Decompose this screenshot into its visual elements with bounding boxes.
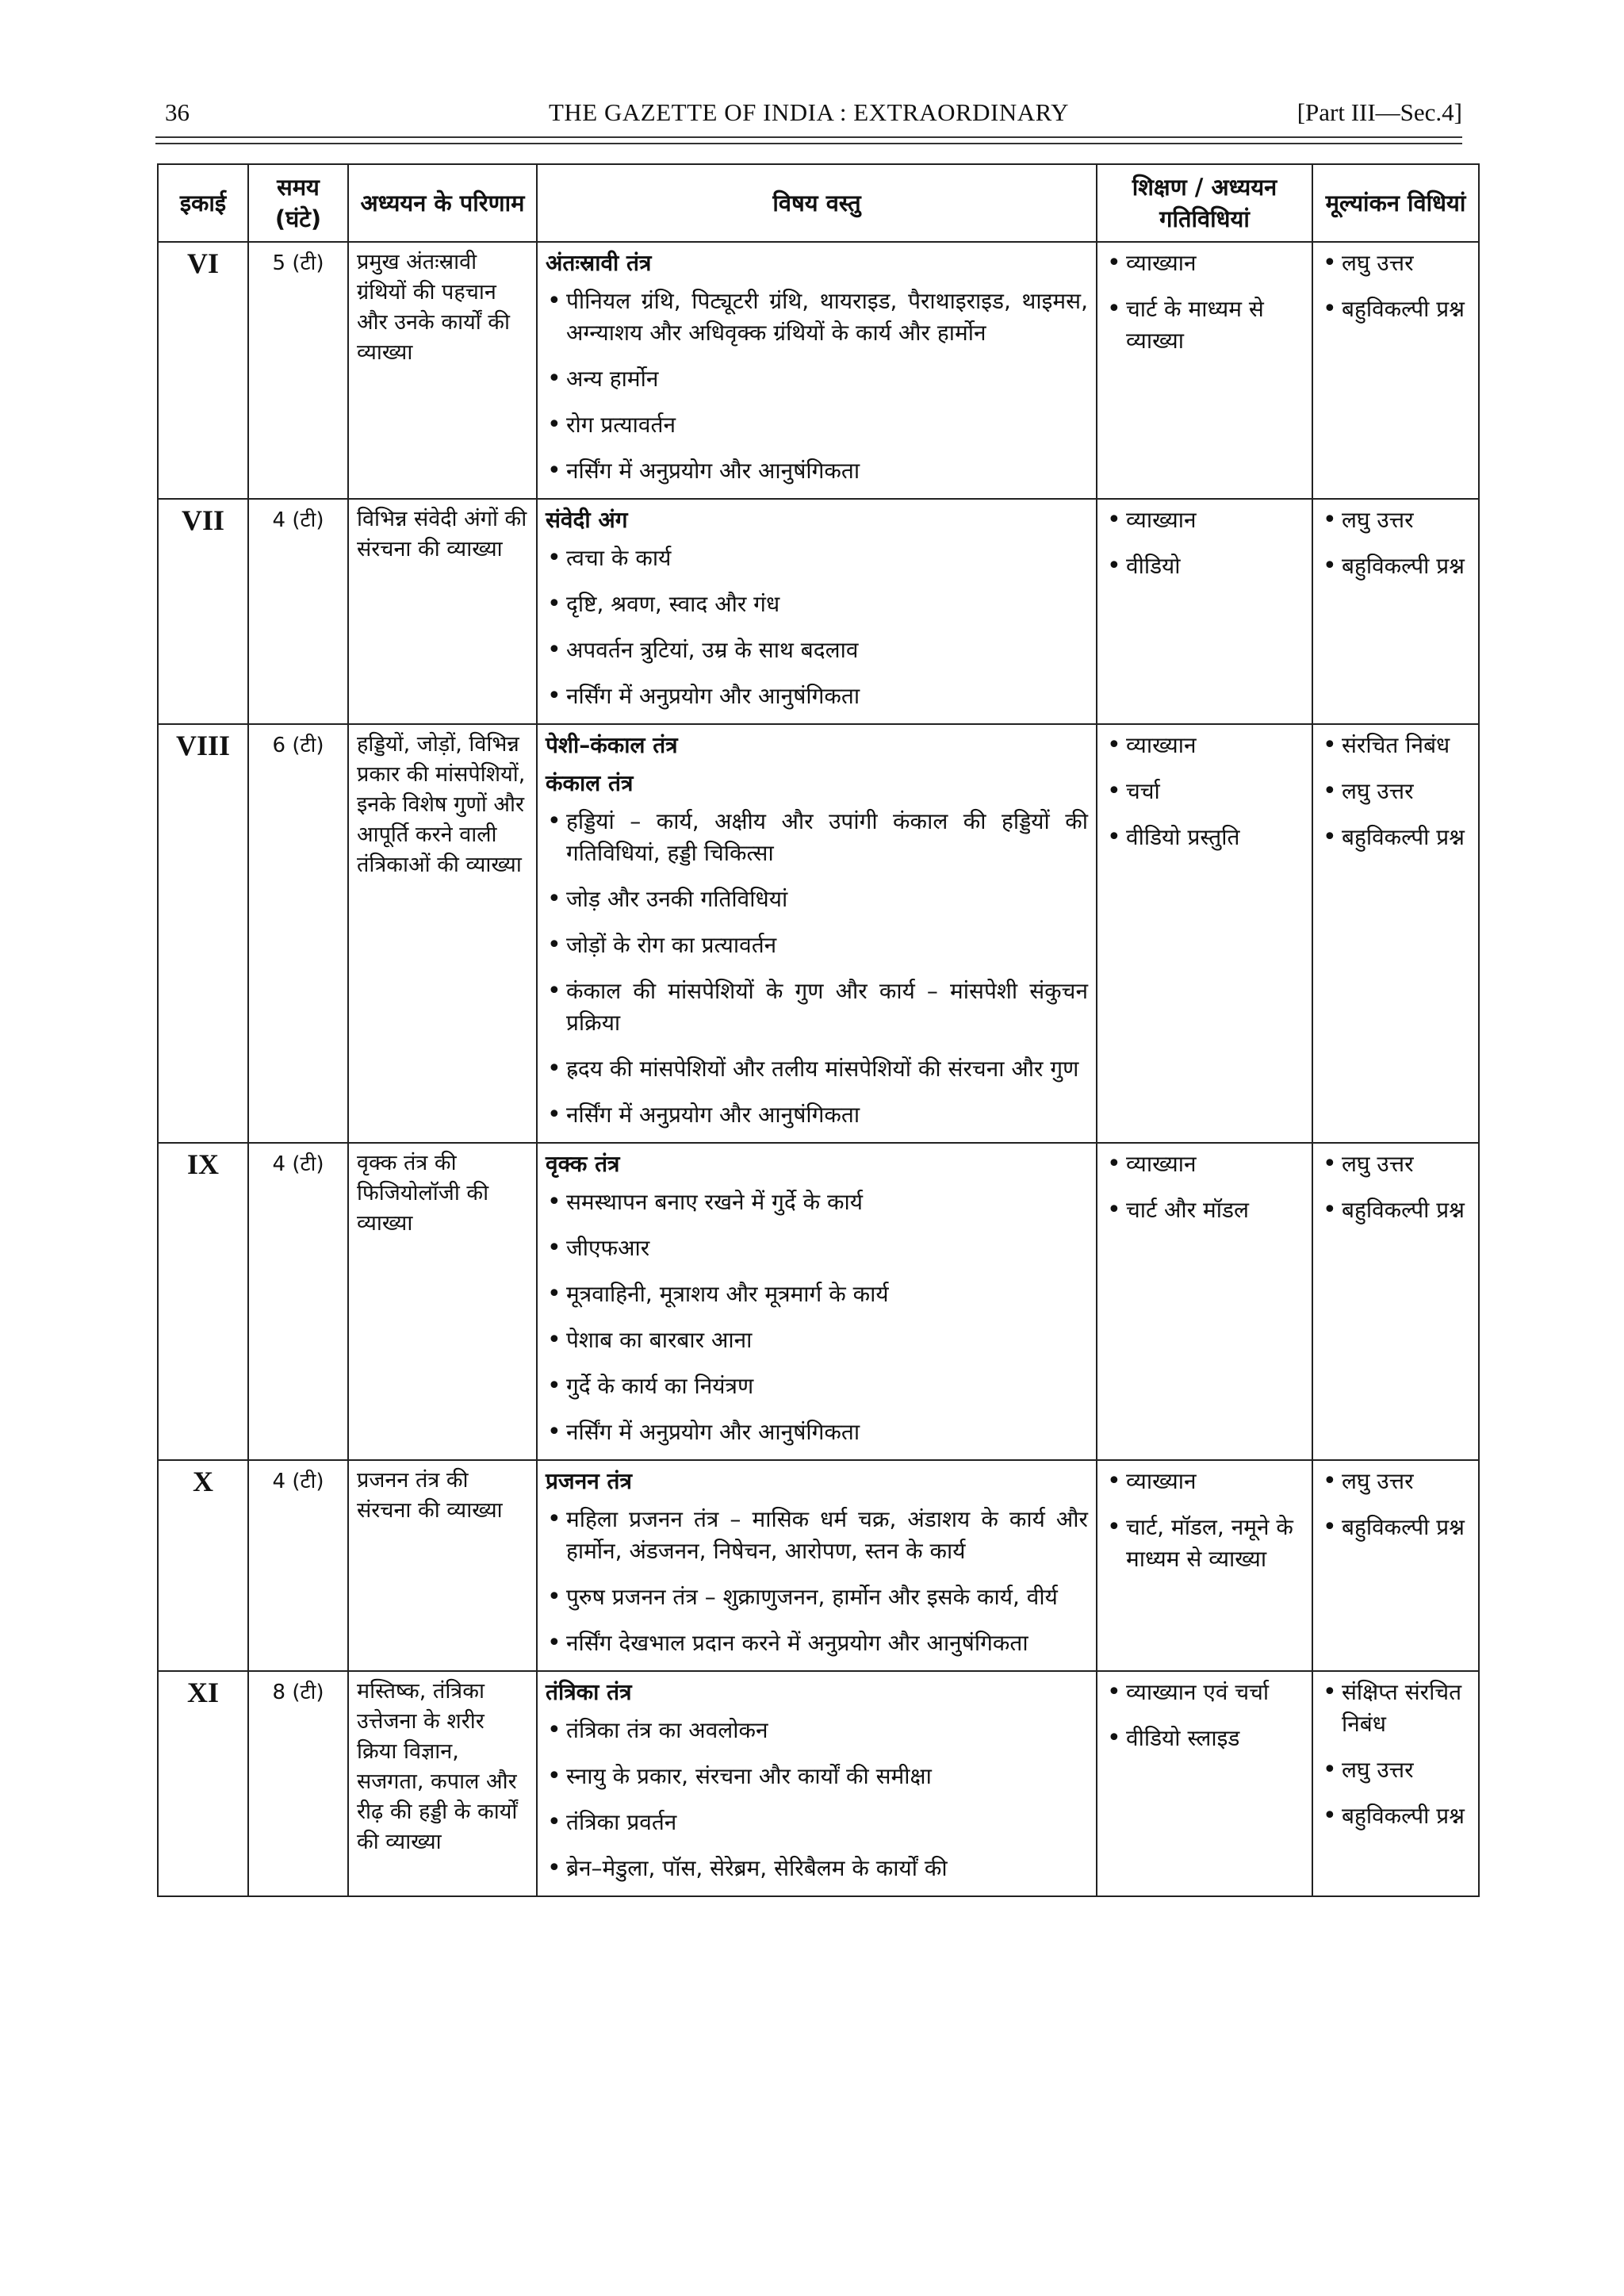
activity-item: • व्याख्यान एवं चर्चा: [1105, 1677, 1304, 1708]
content-item: • नर्सिंग में अनुप्रयोग और आनुषंगिकता: [546, 455, 1088, 487]
table-row: [158, 499, 1479, 724]
content-item: • अपवर्तन त्रुटियां, उम्र के साथ बदलाव: [546, 634, 1088, 666]
table-header-row: [158, 164, 1479, 242]
content-item: • कंकाल की मांसपेशियों के गुण और कार्य – मांसपेशी संकुचन प्रक्रिया: [546, 976, 1088, 1039]
gazette-title: THE GAZETTE OF INDIA : EXTRAORDINARY: [548, 98, 1070, 126]
activity-item-list: [1105, 730, 1304, 853]
table-body: [158, 242, 1479, 1896]
table-row: [158, 1143, 1479, 1460]
content-heading: तंत्रिका तंत्र: [546, 1679, 632, 1705]
table-row: [158, 242, 1479, 499]
activities-cell: [1097, 242, 1312, 499]
outcome-cell: प्रजनन तंत्र की संरचना की व्याख्या: [348, 1460, 537, 1671]
activity-item: • वीडियो: [1105, 550, 1304, 582]
activity-item: • व्याख्यान: [1105, 504, 1304, 536]
unit-cell: VIII: [158, 724, 248, 1143]
content-item: • नर्सिंग में अनुप्रयोग और आनुषंगिकता: [546, 1416, 1088, 1448]
col-header-evaluation: मूल्यांकन विधियां: [1312, 164, 1479, 242]
content-item: • जोड़ और उनकी गतिविधियां: [546, 884, 1088, 915]
header-rule-bottom: [155, 143, 1462, 144]
activity-item-list: [1105, 1466, 1304, 1575]
content-item: • पीनियल ग्रंथि, पिट्यूटरी ग्रंथि, थायराइड, पैराथाइराइड, थाइमस, अग्न्याशय और अधिवृक्क ग्रंथियों के कार्य और हार्मोन: [546, 286, 1088, 349]
evaluation-item: • संरचित निबंध: [1321, 730, 1470, 761]
content-heading: वृक्क तंत्र: [546, 1151, 620, 1177]
evaluation-item-list: [1321, 247, 1470, 325]
content-item: • समस्थापन बनाए रखने में गुर्दे के कार्य: [546, 1186, 1088, 1218]
activity-item: • चार्ट और मॉडल: [1105, 1194, 1304, 1226]
activity-item-list: [1105, 1677, 1304, 1754]
activity-item: • वीडियो प्रस्तुति: [1105, 822, 1304, 853]
activity-item: • व्याख्यान: [1105, 1148, 1304, 1180]
content-item: • स्नायु के प्रकार, संरचना और कार्यों की समीक्षा: [546, 1761, 1088, 1792]
content-item: • नर्सिंग में अनुप्रयोग और आनुषंगिकता: [546, 680, 1088, 712]
table-row: [158, 1460, 1479, 1671]
activity-item: • व्याख्यान: [1105, 1466, 1304, 1497]
col-header-activities: शिक्षण / अध्ययन गतिविधियां: [1097, 164, 1312, 242]
content-item: • हड्डियां – कार्य, अक्षीय और उपांगी कंकाल की हड्डियों की गतिविधियां, हड्डी चिकित्सा: [546, 806, 1088, 869]
content-cell: [537, 1460, 1097, 1671]
evaluation-item-list: [1321, 1148, 1470, 1226]
content-cell: [537, 242, 1097, 499]
content-item: • गुर्दे के कार्य का नियंत्रण: [546, 1370, 1088, 1402]
content-item-list: [546, 1186, 1088, 1448]
evaluation-item: • बहुविकल्पी प्रश्न: [1321, 293, 1470, 325]
table-row: [158, 1671, 1479, 1896]
activity-item: • व्याख्यान: [1105, 730, 1304, 761]
evaluation-item-list: [1321, 504, 1470, 582]
evaluation-cell: [1312, 242, 1479, 499]
part-section: [Part III—Sec.4]: [1297, 98, 1462, 126]
evaluation-cell: [1312, 724, 1479, 1143]
evaluation-item: • संक्षिप्त संरचित निबंध: [1321, 1677, 1470, 1740]
page-number: 36: [165, 98, 190, 126]
activity-item: • चार्ट, मॉडल, नमूने के माध्यम से व्याख्या: [1105, 1512, 1304, 1575]
activity-item: • चर्चा: [1105, 776, 1304, 807]
activities-cell: [1097, 1671, 1312, 1896]
activity-item-list: [1105, 247, 1304, 357]
page-header: [155, 95, 1462, 135]
content-item-list: [546, 542, 1088, 712]
content-item-list: [546, 1504, 1088, 1659]
content-item: • तंत्रिका तंत्र का अवलोकन: [546, 1715, 1088, 1746]
content-item: • ह्रदय की मांसपेशियों और तलीय मांसपेशियों की संरचना और गुण: [546, 1053, 1088, 1085]
header-rule-top: [155, 136, 1462, 138]
activities-cell: [1097, 724, 1312, 1143]
activity-item: • वीडियो स्लाइड: [1105, 1723, 1304, 1754]
evaluation-item: • लघु उत्तर: [1321, 776, 1470, 807]
content-item: • रोग प्रत्यावर्तन: [546, 409, 1088, 441]
content-item: • नर्सिंग देखभाल प्रदान करने में अनुप्रयोग और आनुषंगिकता: [546, 1627, 1088, 1659]
activity-item-list: [1105, 504, 1304, 582]
content-item: • पुरुष प्रजनन तंत्र – शुक्राणुजनन, हार्मोन और इसके कार्य, वीर्य: [546, 1581, 1088, 1613]
content-item-list: [546, 806, 1088, 1131]
evaluation-item: • लघु उत्तर: [1321, 504, 1470, 536]
outcome-cell: वृक्क तंत्र की फिजियोलॉजी की व्याख्या: [348, 1143, 537, 1460]
evaluation-cell: [1312, 1460, 1479, 1671]
evaluation-item-list: [1321, 1466, 1470, 1543]
content-heading: अंतःस्रावी तंत्र: [546, 250, 652, 276]
unit-cell: IX: [158, 1143, 248, 1460]
content-cell: [537, 724, 1097, 1143]
outcome-cell: विभिन्न संवेदी अंगों की संरचना की व्याख्या: [348, 499, 537, 724]
content-item: • पेशाब का बारबार आना: [546, 1324, 1088, 1356]
evaluation-item: • लघु उत्तर: [1321, 1466, 1470, 1497]
outcome-cell: हड्डियों, जोड़ों, विभिन्न प्रकार की मांसपेशियों, इनके विशेष गुणों और आपूर्ति करने वाली तंत्रिकाओं की व्याख्या: [348, 724, 537, 1143]
content-heading: कंकाल तंत्र: [546, 770, 634, 796]
unit-cell: X: [158, 1460, 248, 1671]
content-item: • मूत्रवाहिनी, मूत्राशय और मूत्रमार्ग के कार्य: [546, 1278, 1088, 1310]
col-header-unit: इकाई: [158, 164, 248, 242]
evaluation-item: • बहुविकल्पी प्रश्न: [1321, 550, 1470, 582]
evaluation-item: • लघु उत्तर: [1321, 1148, 1470, 1180]
content-item: • महिला प्रजनन तंत्र – मासिक धर्म चक्र, अंडाशय के कार्य और हार्मोन, अंडजनन, निषेचन, आरोपण, स्तन के कार्य: [546, 1504, 1088, 1567]
content-heading: पेशी–कंकाल तंत्र: [546, 732, 678, 758]
evaluation-item: • बहुविकल्पी प्रश्न: [1321, 822, 1470, 853]
time-cell: 4 (टी): [248, 1143, 348, 1460]
col-header-outcomes: अध्ययन के परिणाम: [348, 164, 537, 242]
content-cell: [537, 499, 1097, 724]
content-cell: [537, 1143, 1097, 1460]
content-item: • त्वचा के कार्य: [546, 542, 1088, 574]
evaluation-item: • बहुविकल्पी प्रश्न: [1321, 1194, 1470, 1226]
evaluation-item: • लघु उत्तर: [1321, 247, 1470, 279]
unit-cell: VII: [158, 499, 248, 724]
unit-cell: VI: [158, 242, 248, 499]
content-item: • अन्य हार्मोन: [546, 363, 1088, 395]
activities-cell: [1097, 1143, 1312, 1460]
time-cell: 8 (टी): [248, 1671, 348, 1896]
evaluation-item-list: [1321, 730, 1470, 853]
outcome-cell: प्रमुख अंतःस्रावी ग्रंथियों की पहचान और उनके कार्यों की व्याख्या: [348, 242, 537, 499]
evaluation-item: • बहुविकल्पी प्रश्न: [1321, 1512, 1470, 1543]
time-cell: 4 (टी): [248, 1460, 348, 1671]
evaluation-item: • लघु उत्तर: [1321, 1754, 1470, 1786]
time-cell: 5 (टी): [248, 242, 348, 499]
time-cell: 6 (टी): [248, 724, 348, 1143]
content-heading: संवेदी अंग: [546, 507, 628, 533]
activities-cell: [1097, 1460, 1312, 1671]
col-header-time: समय (घंटे): [248, 164, 348, 242]
activity-item: • व्याख्यान: [1105, 247, 1304, 279]
content-item: • ब्रेन–मेडुला, पॉस, सेरेब्रम, सेरिबैलम के कार्यों की: [546, 1853, 1088, 1884]
time-cell: 4 (टी): [248, 499, 348, 724]
content-item: • जीएफआर: [546, 1232, 1088, 1264]
content-cell: [537, 1671, 1097, 1896]
evaluation-cell: [1312, 1143, 1479, 1460]
table-row: [158, 724, 1479, 1143]
activities-cell: [1097, 499, 1312, 724]
evaluation-cell: [1312, 499, 1479, 724]
content-item-list: [546, 1715, 1088, 1884]
evaluation-item-list: [1321, 1677, 1470, 1832]
content-item: • तंत्रिका प्रवर्तन: [546, 1807, 1088, 1838]
outcome-cell: मस्तिष्क, तंत्रिका उत्तेजना के शरीर क्रिया विज्ञान, सजगता, कपाल और रीढ़ की हड्डी के कार्यों की व्याख्या: [348, 1671, 537, 1896]
evaluation-item: • बहुविकल्पी प्रश्न: [1321, 1800, 1470, 1832]
syllabus-table: [157, 163, 1480, 1897]
col-header-content: विषय वस्तु: [537, 164, 1097, 242]
content-item: • दृष्टि, श्रवण, स्वाद और गंध: [546, 588, 1088, 620]
content-item: • नर्सिंग में अनुप्रयोग और आनुषंगिकता: [546, 1099, 1088, 1131]
evaluation-cell: [1312, 1671, 1479, 1896]
activity-item: • चार्ट के माध्यम से व्याख्या: [1105, 293, 1304, 357]
content-item: • जोड़ों के रोग का प्रत्यावर्तन: [546, 930, 1088, 961]
activity-item-list: [1105, 1148, 1304, 1226]
unit-cell: XI: [158, 1671, 248, 1896]
content-item-list: [546, 286, 1088, 487]
content-heading: प्रजनन तंत्र: [546, 1468, 632, 1494]
